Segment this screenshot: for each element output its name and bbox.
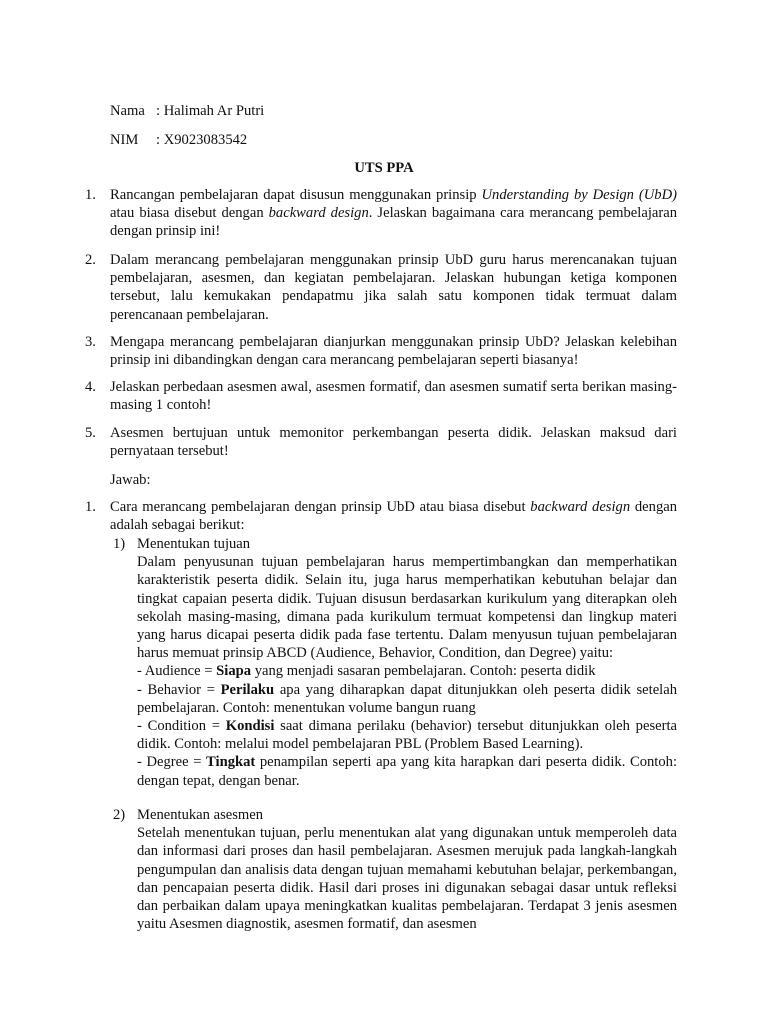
document-title: UTS PPA — [354, 160, 414, 176]
question-text: Rancangan pembelajaran dapat disusun menggunakan prinsip Understanding by Design (UbD) atau biasa disebut dengan backward design. Jelaskan bagaimana cara merancang pembelajaran dengan prinsip ini! — [110, 187, 677, 240]
bold-term: Perilaku — [220, 681, 275, 698]
abcd-item-audience: - Audience = Siapa yang menjadi sasaran pembelajaran. Contoh: peserta didik — [137, 663, 596, 680]
sub-number: 1) — [113, 536, 126, 552]
answer-sub-2 — [110, 806, 677, 933]
emphasis-ubd: Understanding by Design (UbD) — [481, 187, 677, 203]
question-number: 4. — [85, 379, 96, 395]
question-number: 5. — [85, 425, 96, 441]
answer-1 — [85, 498, 677, 534]
question-2 — [85, 251, 677, 324]
name-value: : Halimah Ar Putri — [156, 103, 265, 119]
sub-heading: Menentukan asesmen — [137, 807, 264, 823]
question-1 — [85, 186, 677, 241]
abcd-item-behavior: - Behavior = Perilaku apa yang diharapkan dapat ditunjukkan oleh peserta didik setelah pembelajaran. Contoh: menentukan volume bangun ruang — [137, 681, 677, 716]
sub-paragraph: Dalam penyusunan tujuan pembelajaran harus mempertimbangkan dan memperhatikan karakteristik peserta didik. Selain itu, juga harus memperhatikan kebutuhan belajar dan tingkat capaian peserta didik. Tujuan disusun berdasarkan kurikulum yang diterapkan oleh sekolah masing-masing, dimana pada kurikulum termuat kompetensi dan lingkup materi yang harus dicapai peserta didik pada fase tertentu. Dalam menyusun tujuan pembelajaran harus memuat prinsip ABCD (Audience, Behavior, Condition, dan Degree) yaitu: — [137, 554, 677, 662]
bold-term: Siapa — [216, 663, 252, 680]
name-line — [110, 102, 264, 120]
nim-value: : X9023083542 — [156, 132, 248, 148]
sub-heading: Menentukan tujuan — [137, 536, 251, 552]
question-text: Asesmen bertujuan untuk memonitor perkembangan peserta didik. Jelaskan maksud dari pernyataan tersebut! — [110, 425, 677, 460]
question-number: 1. — [85, 187, 96, 203]
name-label: Nama — [110, 103, 145, 119]
question-text: Dalam merancang pembelajaran menggunakan prinsip UbD guru harus merencanakan tujuan pembelajaran, asesmen, dan kegiatan pembelajaran. Jelaskan hubungan ketiga komponen tersebut, lalu kemukakan pendapatmu jika salah satu komponen tidak termuat dalam perencanaan pembelajaran. — [110, 252, 677, 323]
answer-label: Jawab: — [110, 472, 151, 488]
question-3 — [85, 333, 677, 369]
question-text: Mengapa merancang pembelajaran dianjurkan menggunakan prinsip UbD? Jelaskan kelebihan prinsip ini dibandingkan dengan cara merancang pembelajaran seperti biasanya! — [110, 334, 677, 369]
sub-paragraph: Setelah menentukan tujuan, perlu menentukan alat yang digunakan untuk memperoleh data dan informasi dari proses dan hasil pembelajaran. Asesmen merujuk pada langkah-langkah pengumpulan dan analisis data dengan tujuan memahami kebutuhan belajar, perkembangan, dan pencapaian peserta didik. Hasil dari proses ini digunakan sebagai dasar untuk refleksi dan perbaikan dalam upaya meningkatkan kualitas pembelajaran. Terdapat 3 jenis asesmen yaitu Asesmen diagnostik, asesmen formatif, dan asesmen — [137, 825, 677, 933]
question-text: Jelaskan perbedaan asesmen awal, asesmen formatif, dan asesmen sumatif serta berikan masing-masing 1 contoh! — [110, 379, 677, 414]
sub-number: 2) — [113, 807, 126, 823]
nim-line — [110, 131, 247, 149]
emphasis-backward-design: backward design — [268, 205, 369, 222]
nim-label: NIM — [110, 132, 139, 148]
abcd-item-condition: - Condition = Kondisi saat dimana perilaku (behavior) tersebut ditunjukkan oleh peserta didik. Contoh: melalui model pembelajaran PBL (Problem Based Learning). — [137, 718, 677, 753]
bold-term: Kondisi — [225, 718, 275, 735]
answer-number: 1. — [85, 499, 96, 515]
bold-term: Tingkat — [206, 754, 256, 771]
question-number: 3. — [85, 334, 96, 350]
abcd-item-degree: - Degree = Tingkat penampilan seperti apa yang kita harapkan dari peserta didik. Contoh: dengan tepat, dengan benar. — [137, 754, 677, 789]
question-number: 2. — [85, 252, 96, 268]
answer-sub-1 — [110, 535, 677, 790]
emphasis-backward-design: backward design — [530, 499, 631, 515]
question-4 — [85, 378, 677, 414]
answer-text: Cara merancang pembelajaran dengan prinsip UbD atau biasa disebut backward design dengan adalah sebagai berikut: — [110, 499, 678, 534]
question-5 — [85, 424, 677, 460]
